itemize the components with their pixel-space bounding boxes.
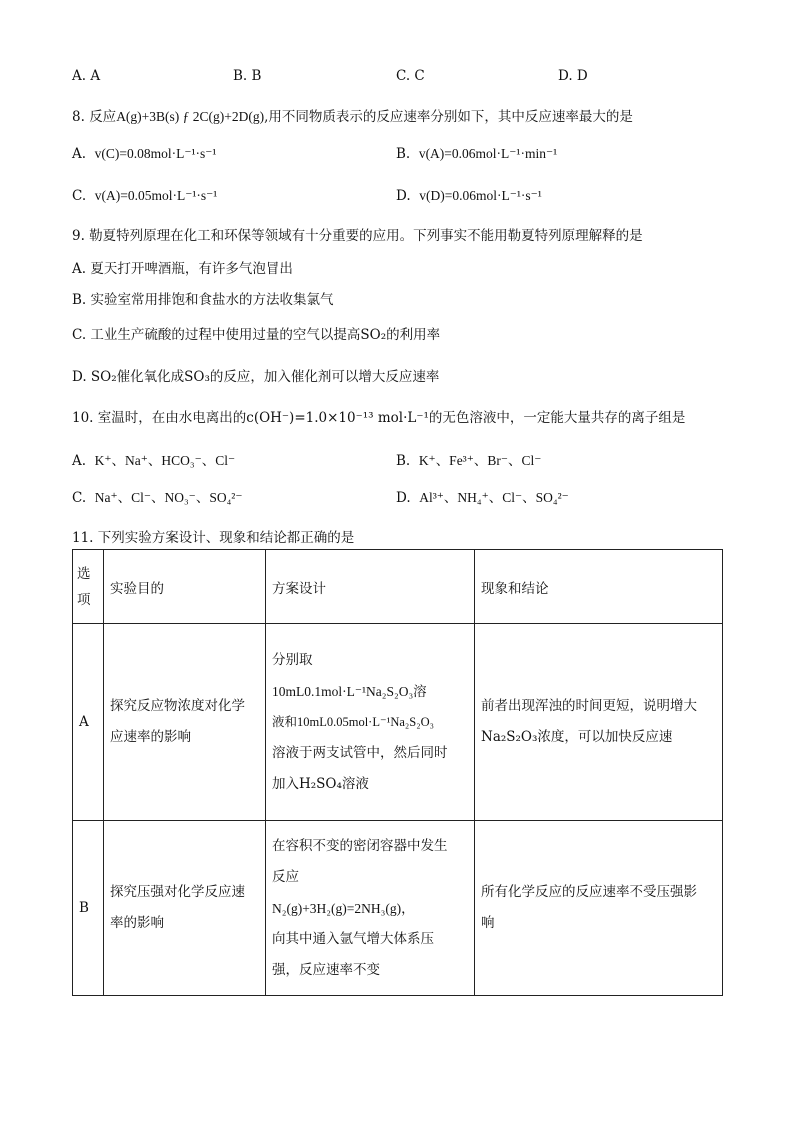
q10-option-c-text: Na⁺、Cl⁻、NO₃⁻、SO₄²⁻ [94, 490, 243, 505]
q8-option-a-label: A. [72, 146, 87, 162]
table-header-row [73, 550, 723, 624]
q8-option-c-label: C. [72, 188, 87, 204]
q10-option-b[interactable] [396, 449, 541, 469]
row-b-result: 所有化学反应的反应速率不受压强影 响 [475, 821, 723, 996]
q8-option-a-text: v(C)=0.08mol·L⁻¹·s⁻¹ [94, 146, 217, 161]
q8-option-c[interactable] [72, 188, 217, 204]
q10-option-d-label: D. [396, 490, 411, 506]
q10-option-b-text: K⁺、Fe³⁺、Br⁻、Cl⁻ [418, 453, 542, 468]
q8-option-b-label: B. [396, 146, 411, 162]
header-result: 现象和结论 [475, 550, 723, 624]
row-b-design: 在容积不变的密闭容器中发生 反应 N₂(g)+3H₂(g)=2NH₃(g)， 向其中通入氩气增大体系压 强，反应速率不变 [266, 821, 475, 996]
header-option: 选项 [73, 550, 104, 624]
row-a-result: 前者出现浑浊的时间更短，说明增大 Na₂S₂O₃浓度，可以加快反应速 [475, 624, 723, 821]
q9-option-c[interactable]: C. 工业生产硫酸的过程中使用过量的空气以提高SO₂的利用率 [72, 327, 441, 343]
row-a-design: 分别取 10mL0.1mol·L⁻¹Na₂S₂O₃溶 液和10mL0.05mol·L⁻¹Na₂S₂O₃ 溶液于两支试管中，然后同时 加入H₂SO₄溶液 [266, 624, 475, 821]
q8-stem-pre: 反应 [89, 109, 117, 125]
q8-option-d[interactable] [396, 188, 542, 204]
q8-option-d-text: v(D)=0.06mol·L⁻¹·s⁻¹ [419, 188, 542, 203]
q9-stem: 9. 勒夏特列原理在化工和环保等领域有十分重要的应用。下列事实不能用勒夏特列原理解释的是 [72, 228, 643, 244]
experiment-table [72, 549, 723, 996]
q8-stem-post: ,用不同物质表示的反应速率分别如下，其中反应速率最大的是 [264, 109, 633, 125]
q9-option-a[interactable]: A. 夏天打开啤酒瓶，有许多气泡冒出 [72, 261, 293, 277]
q9-option-d[interactable]: D. SO₂催化氧化成SO₃的反应，加入催化剂可以增大反应速率 [72, 369, 440, 385]
table-row[interactable] [73, 821, 723, 996]
table-row[interactable] [73, 624, 723, 821]
q9-option-b[interactable]: B. 实验室常用排饱和食盐水的方法收集氯气 [72, 292, 334, 308]
q7-option-b[interactable]: B. B [233, 68, 262, 84]
q10-stem: 10. 室温时，在由水电离出的c(OH⁻)=1.0×10⁻¹³ mol·L⁻¹的无色溶液中，一定能大量共存的离子组是 [72, 410, 686, 426]
q10-option-a-text: K⁺、Na⁺、HCO₃⁻、Cl⁻ [94, 453, 236, 468]
header-purpose: 实验目的 [104, 550, 266, 624]
q10-option-c-label: C. [72, 490, 87, 506]
q10-option-c[interactable] [72, 486, 242, 506]
q8-number: 8. [72, 109, 85, 125]
q8-stem [72, 105, 633, 125]
q8-option-d-label: D. [396, 188, 411, 204]
q10-option-a[interactable] [72, 449, 235, 469]
header-design: 方案设计 [266, 550, 475, 624]
q7-option-c[interactable]: C. C [396, 68, 425, 84]
row-a-purpose: 探究反应物浓度对化学 应速率的影响 [104, 624, 266, 821]
q8-option-b-text: v(A)=0.06mol·L⁻¹·min⁻¹ [418, 146, 558, 161]
q8-option-c-text: v(A)=0.05mol·L⁻¹·s⁻¹ [94, 188, 218, 203]
q8-option-a[interactable] [72, 146, 216, 162]
q7-option-d[interactable]: D. D [558, 68, 588, 84]
q10-option-d-text: Al³⁺、NH₄⁺、Cl⁻、SO₄²⁻ [419, 490, 569, 505]
q10-option-b-label: B. [396, 453, 411, 469]
row-a-option: A [73, 624, 104, 821]
q11-stem: 11. 下列实验方案设计、现象和结论都正确的是 [72, 530, 355, 546]
q7-option-a[interactable]: A. A [72, 68, 101, 84]
q8-reaction: A(g)+3B(s) ƒ 2C(g)+2D(g) [116, 109, 265, 124]
q8-option-b[interactable] [396, 146, 557, 162]
row-b-purpose: 探究压强对化学反应速 率的影响 [104, 821, 266, 996]
row-b-option: B [73, 821, 104, 996]
q10-option-a-label: A. [72, 453, 87, 469]
q10-option-d[interactable] [396, 486, 569, 506]
